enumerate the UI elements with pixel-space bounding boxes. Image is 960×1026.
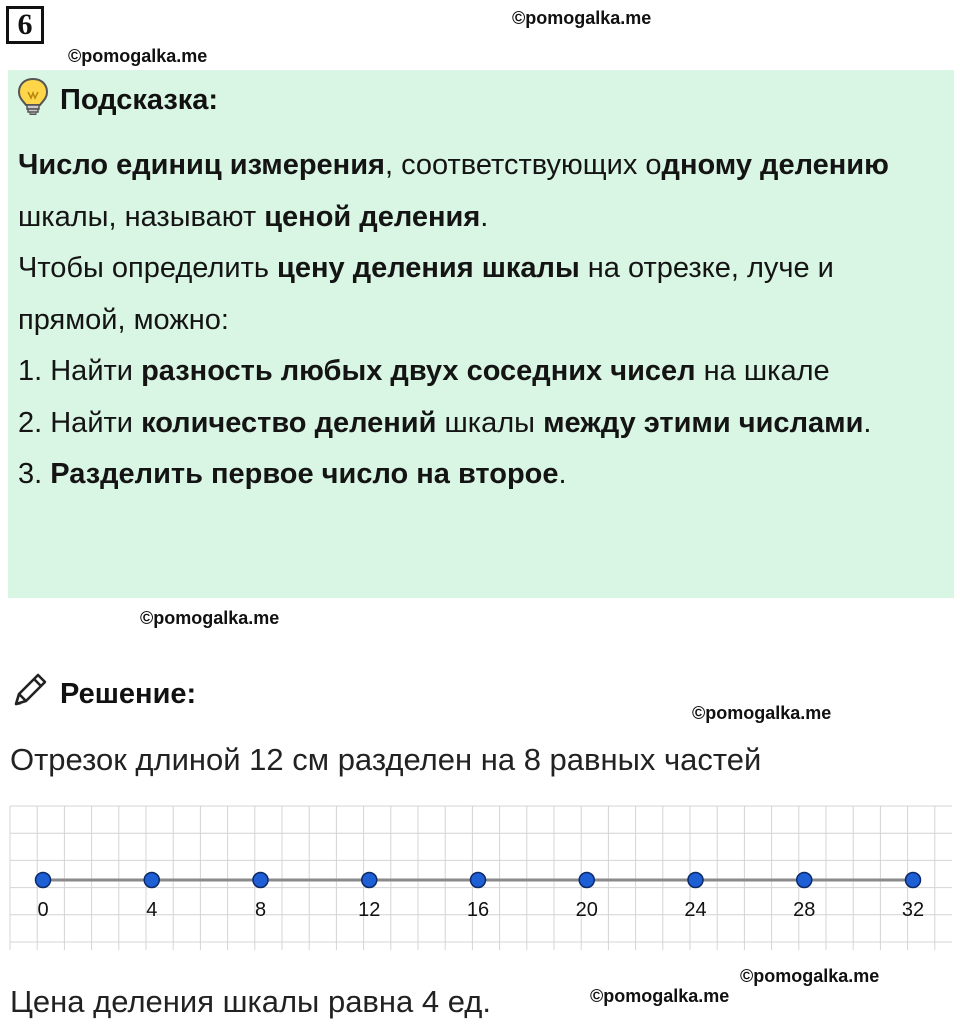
- tick-label: 16: [466, 899, 490, 921]
- watermark: ©pomogalka.me: [68, 46, 208, 66]
- task-number: 6: [6, 6, 44, 44]
- watermark: ©pomogalka.me: [590, 986, 730, 1006]
- tick-label: 24: [684, 899, 707, 921]
- hint-paragraph-2: Чтобы определить цену деления шкалы на отрезке, луче и прямой, можно:: [18, 252, 834, 336]
- hint-header: [16, 78, 218, 122]
- solution-header: [10, 670, 196, 718]
- tick-label: 20: [575, 899, 598, 921]
- hint-title: Подсказка:: [60, 83, 219, 116]
- hint-step-1: 1. Найти разность любых двух соседних чисел на шкале: [18, 355, 830, 387]
- watermark: ©pomogalka.me: [692, 703, 832, 723]
- tick-label: 32: [901, 899, 925, 921]
- number-line-point: [471, 873, 486, 888]
- watermark: ©pomogalka.me: [740, 966, 880, 986]
- number-line-point: [906, 873, 921, 888]
- number-line-point: [362, 873, 377, 888]
- number-line-point: [253, 873, 268, 888]
- tick-label: 4: [146, 899, 158, 921]
- tick-label: 28: [793, 899, 816, 921]
- number-line-labels: [37, 899, 924, 921]
- solution-statement: Отрезок длиной 12 см разделен на 8 равных частей: [10, 742, 762, 777]
- watermark: ©pomogalka.me: [140, 608, 280, 628]
- hint-paragraph-1: Число единиц измерения, соответствующих одному делению шкалы, называют ценой деления.: [18, 149, 889, 233]
- number-line-point: [144, 873, 159, 888]
- number-line-point: [36, 873, 51, 888]
- hint-step-2: 2. Найти количество делений шкалы между этими числами.: [18, 406, 872, 439]
- number-line-chart: [0, 800, 960, 960]
- tick-label: 0: [37, 899, 49, 921]
- hint-step-3: 3. Разделить первое число на второе.: [18, 458, 567, 490]
- lightbulb-icon: [16, 76, 50, 124]
- solution-answer: Цена деления шкалы равна 4 ед.: [10, 984, 491, 1019]
- tick-label: 12: [358, 899, 381, 921]
- pencil-icon: [10, 670, 50, 718]
- tick-label: 8: [254, 899, 267, 921]
- solution-title: Решение:: [60, 677, 197, 710]
- number-line-point: [797, 873, 812, 888]
- number-line-point: [579, 873, 594, 888]
- number-line-point: [688, 873, 703, 888]
- hint-text: [18, 140, 948, 501]
- watermark: ©pomogalka.me: [512, 8, 652, 28]
